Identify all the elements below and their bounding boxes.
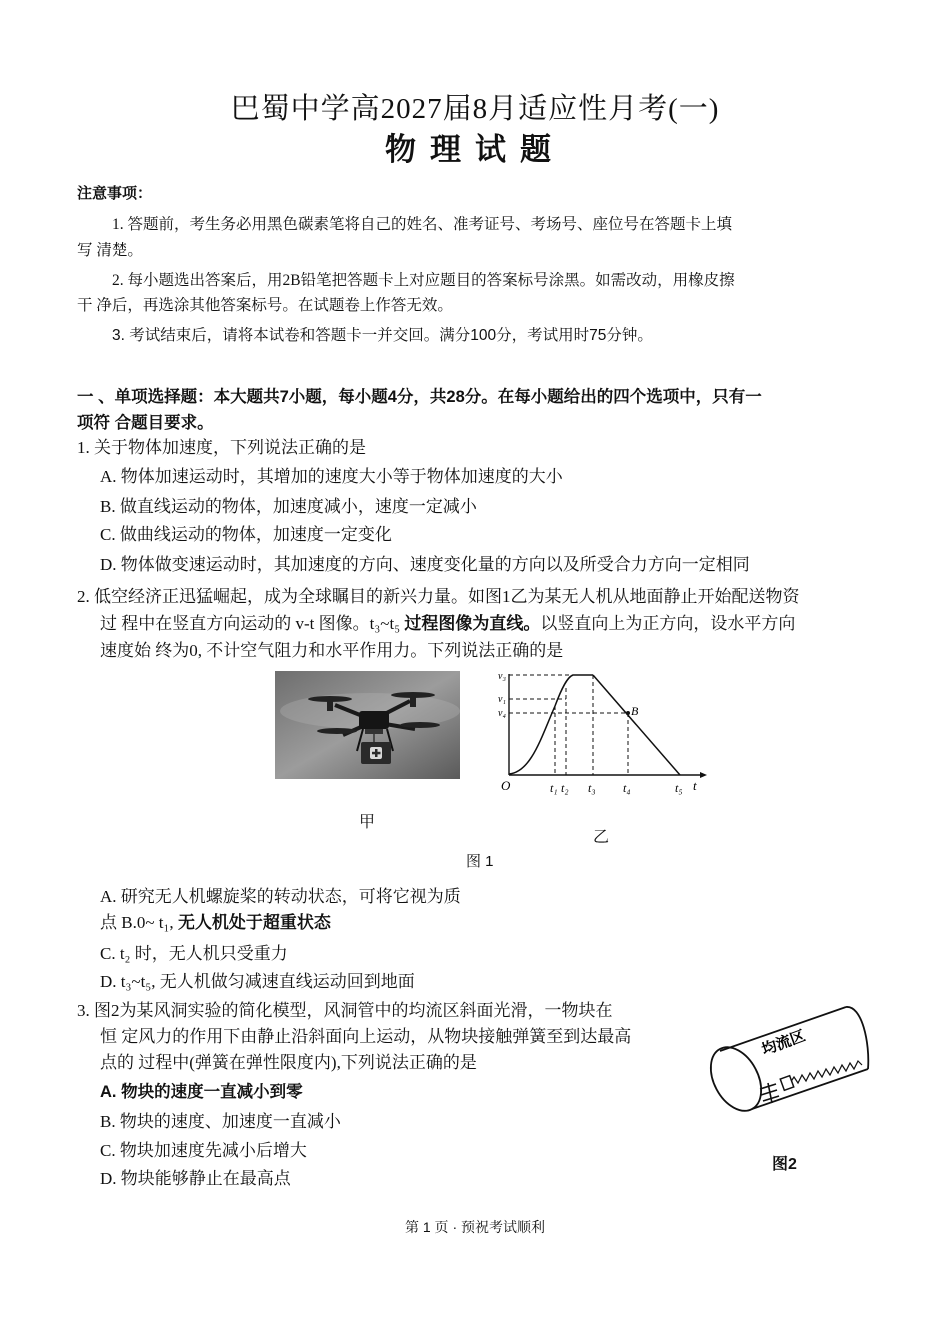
question-1-option-a: A. 物体加速运动时，其增加的速度大小等于物体加速度的大小 <box>100 467 563 486</box>
exam-subtitle: 物理试题 <box>385 132 565 167</box>
graph-label-b: B <box>631 704 639 718</box>
question-3-option-a: A. 物块的速度一直减小到零 <box>100 1083 303 1101</box>
note-3: 3. 考试结束后，请将本试卷和答题卡一并交回。满分100分，考试用时75分钟。 <box>112 327 653 344</box>
question-3-line-1: 3. 图2为某风洞实验的简化模型，风洞管中的均流区斜面光滑，一物块在 <box>77 1001 613 1020</box>
graph-label-t5: t₅ <box>675 781 683 795</box>
wind-tunnel-figure <box>706 1003 874 1121</box>
graph-label-t3: t₃ <box>588 781 596 795</box>
question-3-line-2: 恒 定风力的作用下由静止沿斜面向上运动，从物块接触弹簧至到达最高 <box>100 1027 632 1046</box>
point-b-dot <box>626 711 630 715</box>
question-2-line-2 <box>100 609 795 634</box>
graph-label-t2: t₂ <box>561 781 569 795</box>
question-2-line-2-part-c: 以竖直向上为正方向，设水平方向 <box>540 614 796 633</box>
graph-label-v1: v₁ <box>498 694 506 705</box>
graph-label-t-axis: t <box>693 778 697 793</box>
note-1-line-1: 1. 答题前，考生务必用黑色碳素笔将自己的姓名、准考证号、考场号、座位号在答题卡上填 <box>112 216 733 233</box>
drone-photo <box>275 671 460 779</box>
question-2-option-d: D. t₃~t₅, 无人机做匀减速直线运动回到地面 <box>100 972 415 991</box>
page-footer: 第 1 页 · 预祝考试顺利 <box>404 1219 545 1235</box>
block <box>780 1076 794 1091</box>
graph-label-t1: t₁ <box>550 781 558 795</box>
question-1-stem: 1. 关于物体加速度，下列说法正确的是 <box>77 438 366 457</box>
exam-title: 巴蜀中学高2027届8月适应性月考(一) <box>230 93 720 125</box>
question-3-line-3: 点的 过程中(弹簧在弹性限度内),下列说法正确的是 <box>100 1053 477 1072</box>
question-3-option-c: C. 物块加速度先减小后增大 <box>100 1141 307 1160</box>
question-1-option-b: B. 做直线运动的物体，加速度减小，速度一定减小 <box>100 497 477 516</box>
spring <box>790 1061 862 1083</box>
question-2-line-2-emphasis: 过程图像为直线。 <box>404 614 541 633</box>
uniform-flow-label: 均流区 <box>759 1026 808 1059</box>
question-2-option-b-prefix: 点 B.0~ t₁, <box>100 913 178 932</box>
graph-label-t4: t₄ <box>623 781 631 795</box>
figure-2-caption: 图2 <box>772 1156 797 1173</box>
question-2-line-1: 2. 低空经济正迅猛崛起，成为全球瞩目的新兴力量。如图1乙为某无人机从地面静止开始配送物资 <box>77 587 800 606</box>
question-1-option-d: D. 物体做变速运动时，其加速度的方向、速度变化量的方向以及所受合力方向一定相同 <box>100 555 750 574</box>
question-2-option-a-line-2 <box>100 908 331 933</box>
graph-label-v4: v₄ <box>498 708 506 719</box>
notes-heading: 注意事项： <box>77 185 153 202</box>
figure-1-caption: 图 1 <box>466 853 494 870</box>
graph-label-v3: v₃ <box>498 671 506 682</box>
question-2-line-3: 速度始 终为0, 不计空气阻力和水平作用力。下列说法正确的是 <box>100 641 564 660</box>
v-t-curve <box>509 675 593 774</box>
question-2-option-b-text: 无人机处于超重状态 <box>177 913 331 932</box>
note-2-line-2: 干 净后，再选涂其他答案标号。在试题卷上作答无效。 <box>77 297 453 314</box>
v-t-line <box>593 675 680 775</box>
tunnel-right-end <box>846 1007 868 1069</box>
figure-1-right-caption: 乙 <box>593 829 610 846</box>
question-2-option-a-line-1: A. 研究无人机螺旋桨的转动状态，可将它视为质 <box>100 887 461 906</box>
question-3-option-b: B. 物块的速度、加速度一直减小 <box>100 1112 341 1131</box>
note-1-line-2: 写 清楚。 <box>77 242 143 259</box>
question-2-line-2-part-a: 过 程中在竖直方向运动的 v-t 图像。t₃~t₅ <box>100 614 405 633</box>
section-1-heading-line-1: 一 、单项选择题：本大题共7小题，每小题4分，共28分。在每小题给出的四个选项中，只有一 <box>77 388 762 406</box>
question-3-option-d: D. 物块能够静止在最高点 <box>100 1169 291 1188</box>
section-1-heading-line-2: 项符 合题目要求。 <box>77 414 214 432</box>
question-1-option-c: C. 做曲线运动的物体，加速度一定变化 <box>100 525 392 544</box>
v-t-graph <box>497 668 712 800</box>
t-axis-arrow <box>700 772 707 778</box>
note-2-line-1: 2. 每小题选出答案后，用2B铅笔把答题卡上对应题目的答案标号涂黑。如需改动，用橡皮擦 <box>112 272 735 289</box>
graph-label-origin: O <box>501 778 511 793</box>
figure-1-left-caption: 甲 <box>359 814 376 831</box>
question-2-option-c: C. t₂ 时，无人机只受重力 <box>100 944 288 963</box>
